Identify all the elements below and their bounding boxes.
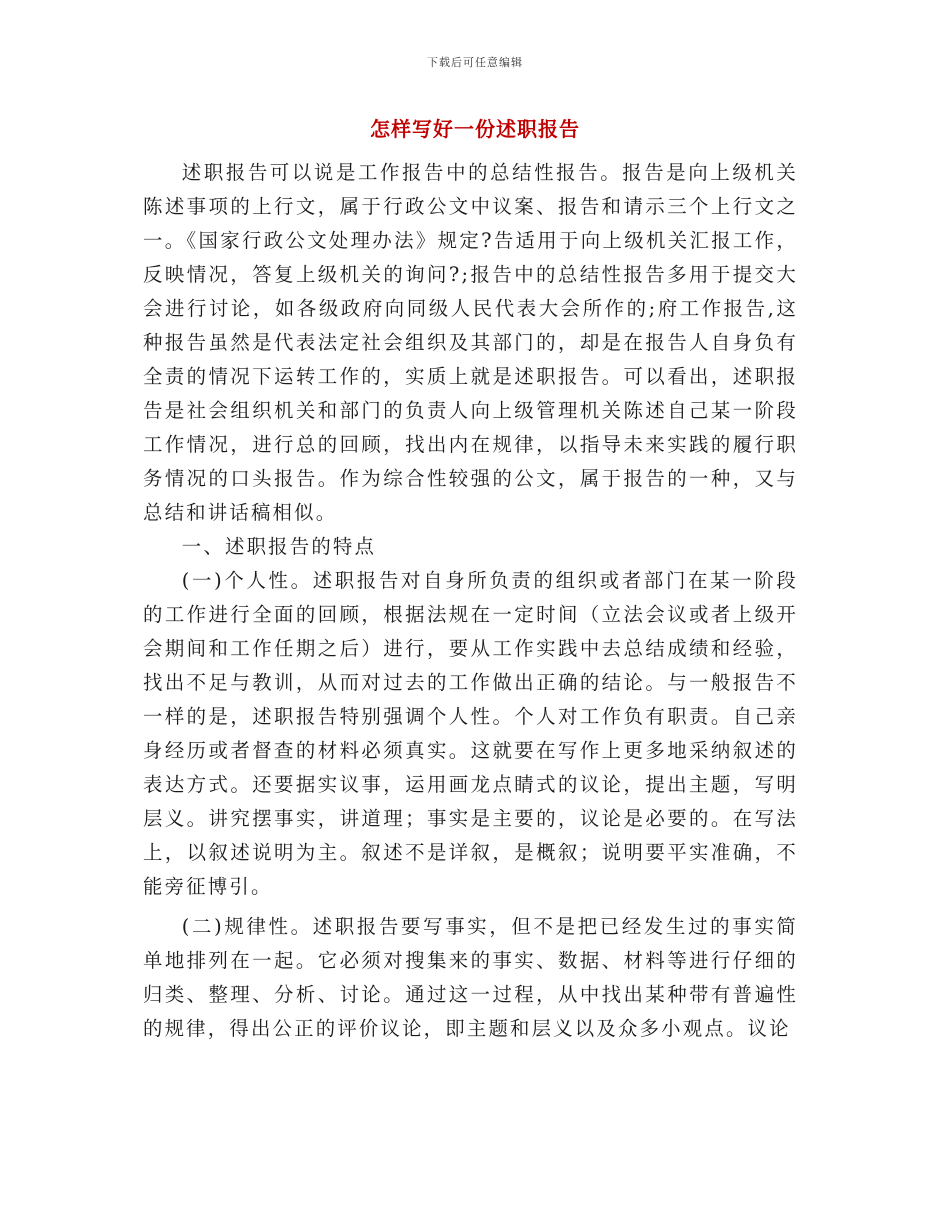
section-heading: 一、述职报告的特点 [181, 535, 377, 558]
document-title: 怎样写好一份述职报告 [370, 117, 580, 141]
paragraph-personal: (一)个人性。述职报告对自身所负责的组织或者部门在某一阶段的工作进行全面的回顾，根据法规在一定时间（立法会议或者上级开会期间和工作任期之后）进行，要从工作实践中去总结成绩和经验，找出不足与教训，从而对过去的工作做出正确的结论。与一般报告不一样的是，述职报告特别强调个人性。个人对工作负有职责。自己亲身经历或者督查的材料必须真实。这就要在写作上更多地采纳叙述的表达方式。还要据实议事，运用画龙点睛式的议论，提出主题，写明层义。讲究摆事实，讲道理；事实是主要的，议论是必要的。在写法上，以叙述说明为主。叙述不是详叙，是概叙；说明要平实准确，不能旁征博引。 [143, 569, 798, 898]
page-header-note: 下载后可任意编辑 [427, 56, 523, 69]
document-body [143, 156, 798, 1046]
paragraph-intro: 述职报告可以说是工作报告中的总结性报告。报告是向上级机关陈述事项的上行文，属于行政公文中议案、报告和请示三个上行文之一。《国家行政公文处理办法》规定?告适用于向上级机关汇报工作，反映情况，答复上级机关的询问?;报告中的总结性报告多用于提交大会进行讨论，如各级政府向同级人民代表大会所作的;府工作报告,这种报告虽然是代表法定社会组织及其部门的，却是在报告人自身负有全责的情况下运转工作的，实质上就是述职报告。可以看出，述职报告是社会组织机关和部门的负责人向上级管理机关陈述自己某一阶段工作情况，进行总的回顾，找出内在规律，以指导未来实践的履行职务情况的口头报告。作为综合性较强的公文，属于报告的一种，又与总结和讲话稿相似。 [143, 161, 798, 524]
paragraph-regularity: (二)规律性。述职报告要写事实，但不是把已经发生过的事实简单地排列在一起。它必须对搜集来的事实、数据、材料等进行仔细的归类、整理、分析、讨论。通过这一过程，从中找出某种带有普遍性的规律，得出公正的评价议论，即主题和层义以及众多小观点。议论 [143, 915, 798, 1040]
